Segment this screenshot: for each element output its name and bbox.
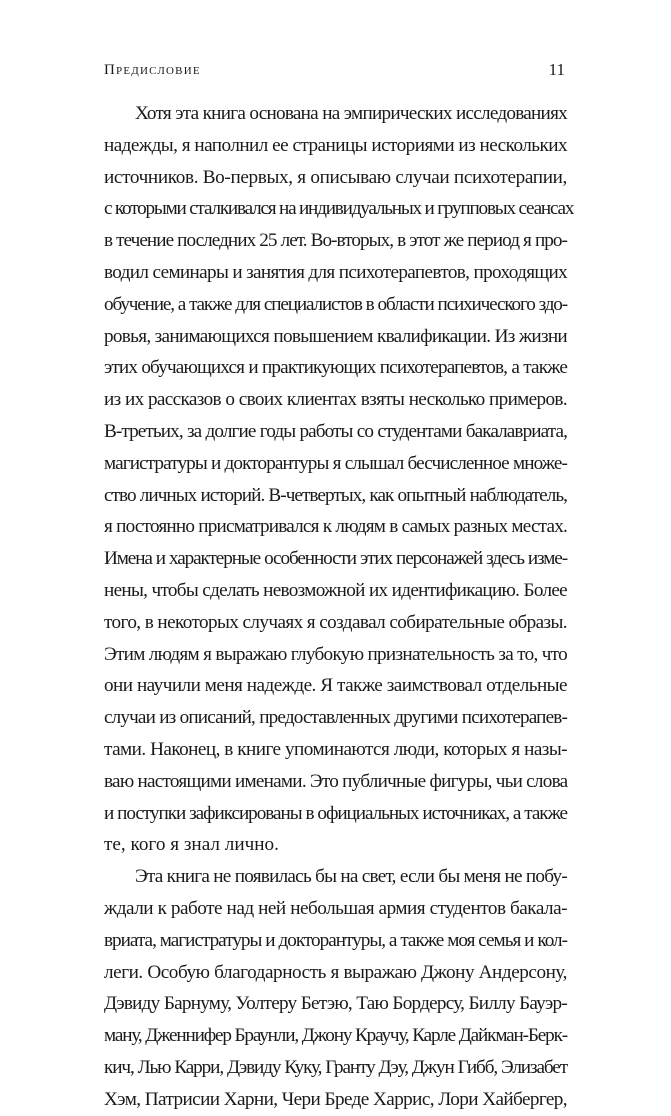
text-line: ровья, занимающихся повышением квалификации. Из жизни: [104, 325, 567, 347]
text-line: Хэм, Патрисии Харни, Чери Бреде Харрис, Лори Хайбергер,: [104, 1088, 567, 1110]
text-line: ство личных историй. В-четвертых, как опытный наблюдатель,: [104, 484, 567, 506]
text-line: Этим людям я выражаю глубокую признательность за то, что: [104, 643, 567, 665]
body-text: [104, 98, 574, 1116]
text-line: надежды, я наполнил ее страницы историями из нескольких: [104, 134, 567, 156]
text-line: того, в некоторых случаях я создавал собирательные образы.: [104, 611, 567, 633]
text-line: Имена и характерные особенности этих персонажей здесь изме-: [104, 548, 567, 570]
text-line: ману, Дженнифер Браунли, Джону Краучу, Карле Дайкман-Берк-: [104, 1025, 567, 1047]
text-line: вриата, магистратуры и докторантуры, а также моя семья и кол-: [104, 929, 567, 951]
text-line: в течение последних 25 лет. Во-вторых, в этот же период я про-: [104, 230, 567, 252]
text-line: те, кого я знал лично.: [104, 834, 279, 856]
text-line: ваю настоящими именами. Это публичные фигуры, чьи слова: [104, 770, 568, 792]
text-line: нены, чтобы сделать невозможной их идентификацию. Более: [104, 579, 567, 601]
text-line: случаи из описаний, предоставленных другими психотерапев-: [104, 707, 567, 729]
text-line: и поступки зафиксированы в официальных источниках, а также: [104, 802, 567, 824]
text-line: ждали к работе над ней небольшая армия студентов бакала-: [104, 897, 567, 919]
text-line: магистратуры и докторантуры я слышал бесчисленное множе-: [104, 452, 567, 474]
paragraph-1: [104, 98, 574, 861]
text-line: В-третьих, за долгие годы работы со студентами бакалавриата,: [104, 420, 567, 442]
text-line: тами. Наконец, в книге упоминаются люди, которых я назы-: [104, 738, 567, 760]
text-line: Хотя эта книга основана на эмпирических исследованиях: [135, 103, 567, 124]
running-title: Предисловие: [104, 62, 201, 78]
text-line: Эта книга не появилась бы на свет, если бы меня не побу-: [135, 866, 567, 888]
text-line: источников. Во-первых, я описываю случаи психотерапии,: [104, 166, 567, 188]
text-line: кич, Лью Карри, Дэвиду Куку, Гранту Дэу, Джун Гибб, Элизабет: [104, 1056, 567, 1078]
text-line: этих обучающихся и практикующих психотерапевтов, а также: [104, 357, 567, 379]
text-line: с которыми сталкивался на индивидуальных и групповых сеансах: [104, 198, 574, 220]
text-line: водил семинары и занятия для психотерапевтов, проходящих: [104, 261, 568, 283]
text-line: леги. Особую благодарность я выражаю Джону Андерсону,: [104, 961, 567, 983]
text-line: я постоянно присматривался к людям в самых разных местах.: [104, 516, 567, 538]
page-number: 11: [548, 60, 565, 79]
text-line: они научили меня надежде. Я также заимствовал отдельные: [104, 675, 567, 697]
text-line: обучение, а также для специалистов в области психического здо-: [104, 293, 567, 315]
paragraph-2: [104, 861, 567, 1115]
text-line: из их рассказов о своих клиентах взяты несколько примеров.: [104, 389, 567, 411]
text-line: Дэвиду Барнуму, Уолтеру Бетэю, Таю Бордерсу, Биллу Бауэр-: [104, 993, 567, 1015]
